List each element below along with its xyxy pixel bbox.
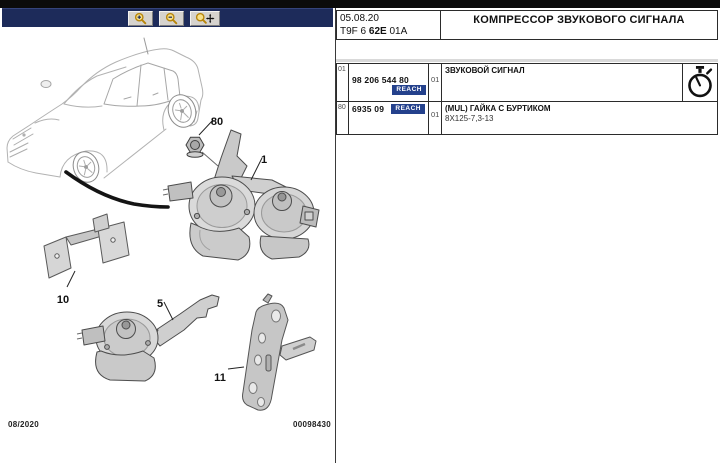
header-separator (336, 59, 718, 62)
parts-table (336, 63, 718, 135)
mount-plate-part-11 (243, 294, 317, 410)
page-title: КОМПРЕССОР ЗВУКОВОГО СИГНАЛА (473, 14, 685, 26)
part-description-sub: 8X125-7,3-13 (445, 114, 494, 123)
diagram-label-80[interactable]: 80 (210, 116, 224, 128)
catalog-code (340, 25, 437, 38)
stopwatch-icon (685, 66, 715, 100)
diagram-label-1[interactable]: 1 (260, 154, 268, 166)
catalog-header (336, 10, 718, 40)
catalog-header-info (337, 11, 441, 39)
reach-badge[interactable]: REACH (391, 104, 425, 114)
parts-diagram (0, 8, 335, 463)
zoom-in-icon (132, 12, 150, 25)
row-qty: 01 (429, 64, 442, 101)
table-row[interactable] (337, 64, 717, 101)
horn-assembly-part-1 (163, 130, 319, 260)
reach-badge[interactable]: REACH (392, 85, 426, 95)
top-black-bar (0, 0, 720, 8)
zoom-pan-icon (193, 12, 217, 25)
row-qty: 01 (429, 102, 442, 134)
row-description-cell (442, 102, 717, 134)
catalog-code-prefix: T9F 6 (340, 26, 367, 37)
horn-part-5 (77, 295, 219, 381)
zoom-toolbar (2, 8, 333, 27)
zoom-out-button[interactable] (159, 11, 184, 26)
diagram-label-11[interactable]: 11 (214, 372, 226, 384)
part-description: ЗВУКОВОЙ СИГНАЛ (445, 66, 525, 75)
zoom-in-button[interactable] (128, 11, 153, 26)
table-row[interactable] (337, 101, 717, 134)
row-part-cell (349, 102, 429, 134)
footer-date-code: 08/2020 (8, 420, 40, 429)
catalog-code-bold: 62E (368, 26, 387, 37)
car-illustration (7, 38, 203, 186)
diagram-label-5[interactable]: 5 (156, 298, 164, 310)
part-description: (MUL) ГАЙКА С БУРТИКОМ (445, 104, 551, 113)
catalog-code-suffix: 01A (389, 26, 408, 37)
row-ref: 01 (337, 64, 349, 101)
part-number: 98 206 544 80 (352, 75, 409, 85)
front-wheel (69, 148, 102, 185)
row-description-cell (442, 64, 683, 101)
row-part-cell (349, 64, 429, 101)
catalog-date: 05.08.20 (340, 13, 379, 24)
row-ref: 80 (337, 102, 349, 134)
part-number: 6935 09 (352, 104, 385, 114)
footer-doc-number: 00098430 (293, 420, 331, 429)
bracket-part-10 (44, 214, 129, 278)
nut-part-80 (186, 137, 204, 157)
zoom-out-icon (163, 12, 181, 25)
diagram-label-10[interactable]: 10 (56, 294, 70, 306)
diagram-panel (0, 8, 335, 463)
timer-cell (683, 64, 717, 101)
zoom-pan-button[interactable] (190, 11, 220, 26)
parts-list-panel (336, 8, 720, 463)
